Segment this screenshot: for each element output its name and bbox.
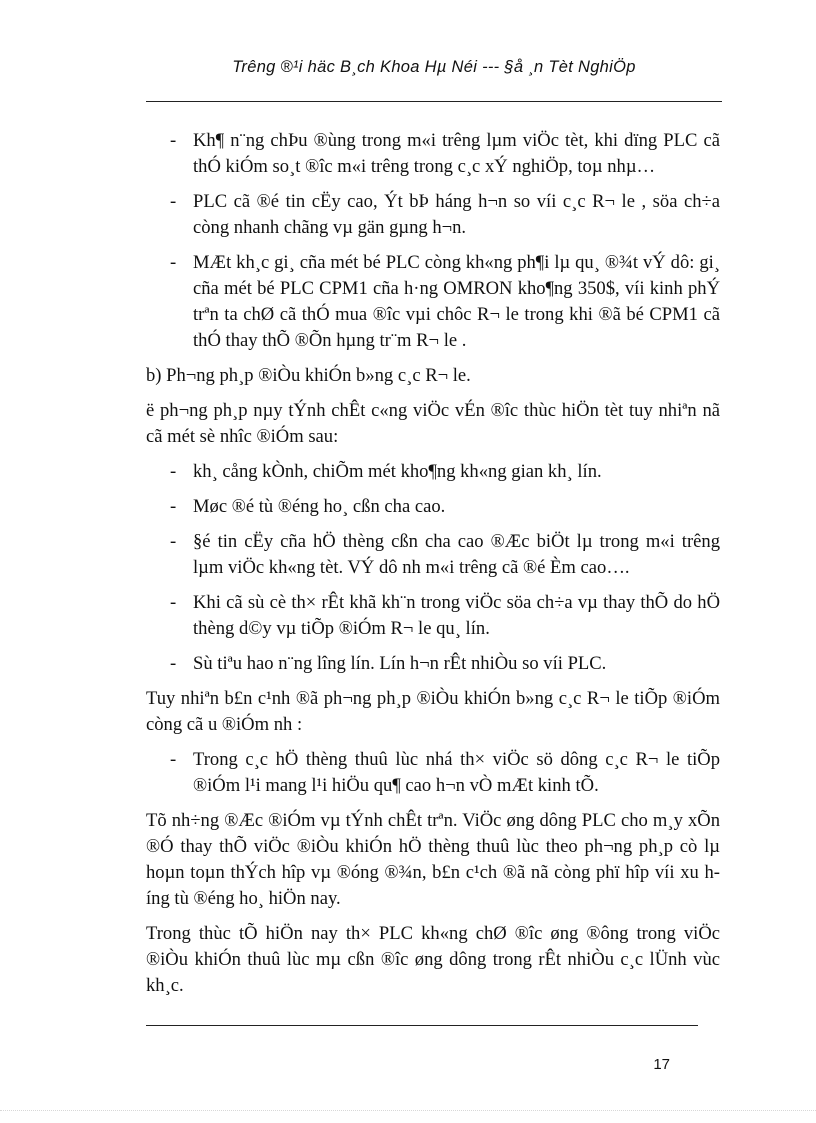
bullet-dash: -	[170, 592, 177, 613]
bullet-text: kh¸ cång kÒnh, chiÕm mét kho¶ng kh«ng gian kh¸ lín.	[193, 461, 602, 482]
bullet-dash: -	[170, 496, 177, 517]
bullet-item	[146, 494, 720, 520]
bullet-text: §é tin cËy cña hÖ thèng cßn cha cao ®Æc biÖt lµ trong m«i trêng lµm viÖc kh«ng tèt. VÝ dô nh m«i trêng cã ®é Èm cao….	[193, 531, 720, 578]
footer-divider	[146, 1025, 698, 1026]
paragraph-c: Tuy nhiªn b£n c¹nh ®ã ph¬ng ph¸p ®iÒu khiÓn b»ng c¸c R¬ le tiÕp ®iÓm còng cã u ®iÓm nh :	[146, 688, 720, 735]
bullet-dash: -	[170, 130, 177, 151]
page-header: Trêng ®¹i häc B¸ch Khoa Hµ Néi --- §å ¸n Tèt NghiÖp	[232, 58, 636, 76]
page-bottom-edge	[0, 1110, 816, 1111]
bullet-text: Khi cã sù cè th× rÊt khã kh¨n trong viÖc söa ch÷a vµ thay thÕ do hÖ thèng d©y vµ tiÕp ®iÓm R¬ le qu¸ lín.	[193, 592, 720, 639]
bullet-dash: -	[170, 252, 177, 273]
header-divider	[146, 101, 722, 102]
bullet-text: Trong c¸c hÖ thèng thuû lùc nhá th× viÖc sö dông c¸c R¬ le tiÕp ®iÓm l¹i mang l¹i hiÖu qu¶ cao h¬n vÒ mÆt kinh tÕ.	[193, 749, 720, 796]
paragraph-d: Tõ nh÷ng ®Æc ®iÓm vµ tÝnh chÊt trªn. ViÖc øng dông PLC cho m¸y xÕn ®Ó thay thÕ viÖc ®iÒu khiÓn hÖ thèng thuû lùc theo ph¬ng ph¸p cò lµ hoµn toµn thÝch hîp vµ ®óng ®¾n, b£n c¹ch ®ã nã còng phï hîp víi xu híng tù ®éng ho¸ hiÖn nay.	[146, 810, 720, 909]
bullet-item	[146, 459, 720, 485]
paragraph-b: ë ph¬ng ph¸p nµy tÝnh chÊt c«ng viÖc vÉn ®îc thùc hiÖn tèt tuy nhiªn nã cã mét sè nhîc ®iÓm sau:	[146, 400, 720, 447]
page-content	[146, 128, 720, 1008]
bullet-text: Kh¶ n¨ng chÞu ®ùng trong m«i trêng lµm viÖc tèt, khi dïng PLC cã thÓ kiÓm so¸t ®îc m«i trêng trong c¸c xÝ nghiÖp, toµ nhµ…	[193, 130, 720, 177]
bullet-text: MÆt kh¸c gi¸ cña mét bé PLC còng kh«ng ph¶i lµ qu¸ ®¾t vÝ dô: gi¸ cña mét bé PLC CPM1 cña h·ng OMRON kho¶ng 350$, víi kinh phÝ trªn ta chØ cã thÓ mua ®îc vµi chôc R¬ le trong khi ®ã bé CPM1 cã thÓ thay thÕ ®Õn hµng tr¨m R¬ le .	[193, 252, 720, 351]
section-heading-b: b) Ph¬ng ph¸p ®iÒu khiÓn b»ng c¸c R¬ le.	[146, 365, 471, 386]
bullet-dash: -	[170, 653, 177, 674]
bullet-item	[146, 590, 720, 642]
page-number: 17	[653, 1056, 670, 1073]
bullet-item	[146, 529, 720, 581]
bullet-item	[146, 651, 720, 677]
bullet-item	[146, 189, 720, 241]
bullet-item	[146, 250, 720, 354]
bullet-dash: -	[170, 749, 177, 770]
bullet-dash: -	[170, 191, 177, 212]
bullet-dash: -	[170, 531, 177, 552]
paragraph-e: Trong thùc tÕ hiÖn nay th× PLC kh«ng chØ ®îc øng ®ông trong viÖc ®iÒu khiÓn thuû lùc mµ cßn ®îc øng dông trong rÊt nhiÒu c¸c lÜnh vùc kh¸c.	[146, 923, 720, 996]
bullet-text: PLC cã ®é tin cËy cao, Ýt bÞ háng h¬n so víi c¸c R¬ le , söa ch÷a còng nhanh chãng vµ gän gµng h¬n.	[193, 191, 720, 238]
bullet-text: Sù tiªu hao n¨ng lîng lín. Lín h¬n rÊt nhiÒu so víi PLC.	[193, 653, 607, 674]
bullet-item	[146, 747, 720, 799]
bullet-text: Møc ®é tù ®éng ho¸ cßn cha cao.	[193, 496, 446, 517]
bullet-dash: -	[170, 461, 177, 482]
bullet-item	[146, 128, 720, 180]
